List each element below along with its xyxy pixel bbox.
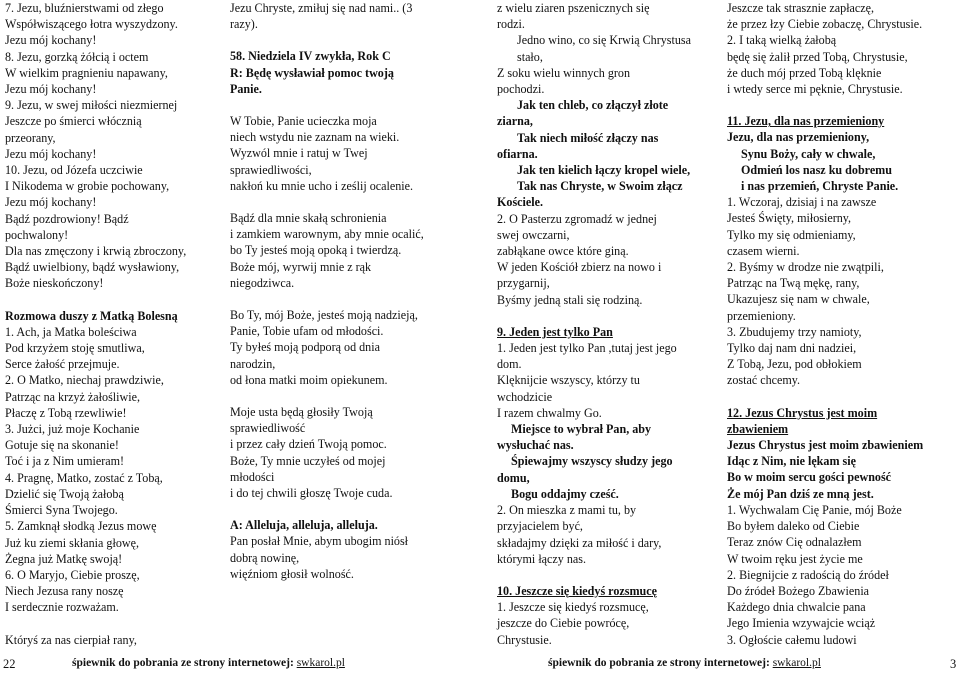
- song-line: Toć i ja z Nim umieram!: [5, 454, 125, 469]
- psalm-line: i zamkiem warownym, aby mnie ocalić,: [230, 227, 424, 242]
- song-line: będę się żalił przed Tobą, Chrystusie,: [727, 49, 908, 64]
- footer-text: śpiewnik do pobrania ze strony internetowej:: [548, 657, 770, 669]
- song-line: 12. Jezus Chrystus jest moim: [727, 405, 878, 420]
- psalm-line: młodości: [230, 469, 275, 484]
- song-line: Bądź uwielbiony, bądź wysławiony,: [5, 260, 180, 275]
- song-text-block: [230, 0, 460, 32]
- psalm-line: W Tobie, Panie ucieczka moja: [230, 114, 377, 129]
- song-line: 2. Biegnijcie z radością do źródeł: [727, 567, 889, 582]
- song-line: I serdecznie rozważam.: [5, 600, 119, 615]
- song-heading: Rozmowa duszy z Matką Bolesną: [5, 308, 178, 323]
- song-line: Chrystusie.: [497, 632, 552, 647]
- psalm-line: Ty byłeś moją podporą od dnia: [230, 340, 380, 355]
- song-line: W wielkim pragnieniu napawany,: [5, 65, 168, 80]
- psalm-line: Bądź dla mnie skałą schronienia: [230, 211, 387, 226]
- song-line: W jeden Kościół zbierz na nowo i: [497, 260, 662, 275]
- song-line: Jezu mój kochany!: [5, 33, 97, 48]
- song-line: Pod krzyżem stoję smutliwa,: [5, 341, 145, 356]
- footer-right: [548, 657, 821, 669]
- song-text-block: [497, 340, 722, 421]
- column-2: [230, 0, 460, 582]
- song-line: 3. Jużci, już moje Kochanie: [5, 422, 140, 437]
- song-line: z wielu ziaren pszenicznych się: [497, 1, 650, 15]
- song-line: przygarnij,: [497, 276, 550, 291]
- song-line: Jedno wino, co się Krwią Chrystusa: [517, 33, 691, 48]
- song-line: Że mój Pan dziś ze mną jest.: [727, 486, 874, 501]
- song-line: że przez łzy Ciebie zobaczę, Chrystusie.: [727, 17, 923, 32]
- psalm-line: Bo Ty, mój Boże, jesteś moją nadzieją,: [230, 308, 418, 323]
- song-line: czasem wierni.: [727, 243, 800, 258]
- song-line: zostać chcemy.: [727, 373, 801, 388]
- song-line: Jezus Chrystus jest moim zbawieniem: [727, 438, 924, 453]
- song-line: Tylko daj nam dni nadziei,: [727, 341, 857, 356]
- song-line: Niech Jezusa rany noszę: [5, 584, 124, 599]
- psalm-line: od łona matki moim opiekunem.: [230, 372, 388, 387]
- song-line: 8. Jezu, gorzką żółcią i octem: [5, 49, 149, 64]
- song-line: Jak ten kielich łączy kropel wiele,: [517, 163, 691, 178]
- song-text-block: [5, 324, 215, 616]
- psalm-line: bo Ty jesteś moją opoką i twierdzą.: [230, 243, 402, 258]
- psalm-line: sprawiedliwość: [230, 421, 306, 436]
- song-line: 1. Wychwalam Cię Panie, mój Boże: [727, 502, 902, 517]
- song-line: którymi łączy nas.: [497, 551, 586, 566]
- song-line: 7. Jezu, bluźnierstwami od złego: [5, 1, 164, 15]
- song-line: i wtedy serce mi pęknie, Chrystusie.: [727, 82, 903, 97]
- song-line: pochwalony!: [5, 227, 69, 242]
- song-line: 9. Jezu, w swej miłości niezmiernej: [5, 98, 178, 113]
- page-number-right: 3: [950, 657, 957, 671]
- song-line: Jeszcze tak strasznie zapłaczę,: [727, 1, 875, 15]
- song-line: Miejsce to wybrał Pan, aby: [511, 422, 652, 437]
- song-heading: [727, 405, 957, 437]
- song-line: 6. O Maryjo, Ciebie proszę,: [5, 567, 140, 582]
- song-line: 3. Ogłoście całemu ludowi: [727, 632, 857, 647]
- song-line: zabłąkane owce które giną.: [497, 244, 629, 259]
- song-line: Tak niech miłość złączy nas: [517, 130, 659, 145]
- song-line: Jezu mój kochany!: [5, 146, 97, 161]
- song-line: więźniom głosił wolność.: [230, 566, 354, 581]
- acclamation-heading: A: Alleluja, alleluja, alleluja.: [230, 518, 378, 533]
- song-line: Bo w moim sercu gości pewność: [727, 470, 892, 485]
- song-line: Kościele.: [497, 195, 544, 210]
- song-line: ofiarna.: [497, 146, 538, 161]
- column-1: [5, 0, 215, 648]
- song-line: swej owczarni,: [497, 227, 570, 242]
- song-line: Idąc z Nim, nie lękam się: [727, 454, 856, 469]
- song-line: Patrząc na Twą mękę, rany,: [727, 276, 860, 291]
- song-text-block: [727, 194, 957, 388]
- song-line: 4. Pragnę, Matko, zostać z Tobą,: [5, 470, 163, 485]
- footer-link[interactable]: swkarol.pl: [772, 657, 821, 669]
- song-line: wchodzicie: [497, 389, 553, 404]
- song-line: Dla nas zmęczony i krwią zbroczony,: [5, 244, 187, 259]
- psalm-line: niegodziwca.: [230, 275, 295, 290]
- song-line: 2. Byśmy w drodze nie zwątpili,: [727, 260, 884, 275]
- song-line: Bogu oddajmy cześć.: [511, 486, 619, 501]
- song-line: Współwiszącego łotra wyszydzony.: [5, 17, 178, 32]
- song-line: 1. Jeszcze się kiedyś rozsmucę,: [497, 600, 649, 615]
- song-line: dom.: [497, 357, 522, 372]
- song-text-block: [497, 211, 722, 308]
- song-line: Śpiewajmy wszyscy słudzy jego: [511, 454, 673, 469]
- song-line: 1. Jeden jest tylko Pan ,tutaj jest jego: [497, 341, 677, 356]
- psalm-line: narodzin,: [230, 356, 276, 371]
- song-line: Jezu Chryste, zmiłuj się nad nami.. (3: [230, 1, 413, 15]
- psalm-line: Wyzwól mnie i ratuj w Twej: [230, 146, 368, 161]
- song-line: Każdego dnia chwalcie pana: [727, 600, 866, 615]
- song-line: Jezu, dla nas przemieniony,: [727, 130, 870, 145]
- song-line: Gotuje się na skonanie!: [5, 438, 119, 453]
- song-line: wysłuchać nas.: [497, 438, 574, 453]
- song-line: Ukazujesz się nam w chwale,: [727, 292, 870, 307]
- psalm-line: niech wstydu nie zaznam na wieki.: [230, 130, 400, 145]
- song-line: Któryś za nas cierpiał rany,: [5, 632, 137, 647]
- song-line: Bądź pozdrowiony! Bądź: [5, 211, 129, 226]
- song-line: 5. Zamknął słodką Jezus mowę: [5, 519, 157, 534]
- footer-link[interactable]: swkarol.pl: [296, 657, 345, 669]
- song-line: Jego Imienia wzywajcie wciąż: [727, 616, 876, 631]
- song-text-block: [497, 599, 722, 648]
- song-line: W twoim ręku jest życie me: [727, 551, 863, 566]
- song-line: Śmierci Syna Twojego.: [5, 503, 118, 518]
- song-line: Z Tobą, Jezu, pod obłokiem: [727, 357, 862, 372]
- song-line: Jezu mój kochany!: [5, 195, 97, 210]
- song-text-block: [5, 0, 215, 292]
- song-heading: 11. Jezu, dla nas przemieniony: [727, 114, 885, 129]
- song-line: jeszcze do Ciebie powrócę,: [497, 616, 630, 631]
- song-line: 2. I taką wielką żałobą: [727, 33, 837, 48]
- song-line: Panie.: [230, 81, 262, 96]
- song-line: I razem chwalmy Go.: [497, 405, 602, 420]
- footer-left: [72, 657, 345, 669]
- song-line: Patrząc na krzyż żałośliwie,: [5, 389, 140, 404]
- psalm-stanzas: [230, 97, 460, 501]
- song-line: 2. On mieszka z mami tu, by: [497, 503, 637, 518]
- song-line: Jesteś Święty, miłosierny,: [727, 211, 852, 226]
- song-line: przeorany,: [5, 130, 56, 145]
- song-line: Boże nieskończony!: [5, 276, 104, 291]
- song-line: Dzielić się Twoją żałobą: [5, 486, 124, 501]
- song-line: R: Będę wysławiał pomoc twoją: [230, 65, 394, 80]
- song-line: Synu Boży, cały w chwale,: [741, 146, 876, 161]
- song-line: domu,: [497, 470, 530, 485]
- song-line: dobrą nowinę,: [230, 550, 300, 565]
- song-line: I Nikodema w grobie pochowany,: [5, 179, 170, 194]
- psalm-line: Panie, Tobie ufam od młodości.: [230, 324, 384, 339]
- psalm-line: i do tej chwili głoszę Twoje cuda.: [230, 486, 393, 501]
- song-line: Pan posłał Mnie, abym ubogim niósł: [230, 534, 409, 549]
- song-line: że duch mój przed Tobą klęknie: [727, 65, 882, 80]
- song-line: Jezu mój kochany!: [5, 82, 97, 97]
- psalm-line: i przez cały dzień Twoją pomoc.: [230, 437, 387, 452]
- song-line: 10. Jezu, od Józefa uczciwie: [5, 163, 143, 178]
- page-number-left: 22: [3, 657, 16, 671]
- song-heading: 9. Jeden jest tylko Pan: [497, 324, 613, 339]
- song-line: przemieniony.: [727, 308, 796, 323]
- song-line: zbawieniem: [727, 421, 789, 436]
- song-refrain: [497, 97, 722, 210]
- song-line: ziarna,: [497, 114, 533, 129]
- song-text-block: [497, 502, 722, 567]
- song-line: Płaczę z Tobą rzewliwie!: [5, 405, 127, 420]
- song-line: razy).: [230, 17, 258, 32]
- song-line: składajmy dzięki za miłość i dary,: [497, 535, 662, 550]
- song-line: Klęknijcie wszyscy, którzy tu: [497, 373, 640, 388]
- song-line: Jeszcze po śmierci włócznią: [5, 114, 142, 129]
- footer-text: śpiewnik do pobrania ze strony internetowej:: [72, 657, 294, 669]
- song-refrain: [727, 437, 957, 502]
- psalm-line: Moje usta będą głosiły Twoją: [230, 405, 373, 420]
- song-line: Teraz znów Cię odnalazłem: [727, 535, 862, 550]
- song-line: 3. Zbudujemy trzy namioty,: [727, 324, 862, 339]
- column-3: [497, 0, 722, 648]
- song-line: Jak ten chleb, co złączył złote: [517, 98, 669, 113]
- song-line: Bo byłem daleko od Ciebie: [727, 519, 860, 534]
- psalm-line: Boże, Ty mnie uczyłeś od mojej: [230, 453, 386, 468]
- song-line: Tylko my się odmieniamy,: [727, 227, 856, 242]
- song-text-block: [727, 502, 957, 648]
- psalm-line: Boże mój, wyrwij mnie z rąk: [230, 259, 372, 274]
- song-line: i nas przemień, Chryste Panie.: [741, 179, 899, 194]
- song-line: rodzi.: [497, 17, 525, 32]
- song-line: Tak nas Chryste, w Swoim złącz: [517, 179, 683, 194]
- song-text-block: [727, 0, 957, 97]
- song-line: Byśmy jedną stali się rodziną.: [497, 292, 643, 307]
- song-line: 58. Niedziela IV zwykła, Rok C: [230, 49, 391, 64]
- song-heading: [230, 48, 460, 97]
- song-refrain: [727, 129, 957, 194]
- song-line: Serce żałość przejmuje.: [5, 357, 120, 372]
- song-heading: 10. Jeszcze się kiedyś rozsmucę: [497, 583, 657, 598]
- psalm-line: nakłoń ku mnie ucho i ześlij ocalenie.: [230, 178, 414, 193]
- song-line: 2. O Matko, niechaj prawdziwie,: [5, 373, 164, 388]
- song-text-block: [497, 0, 722, 97]
- song-text-block: [230, 533, 460, 582]
- psalm-line: sprawiedliwości,: [230, 162, 312, 177]
- song-line: Do źródeł Bożego Zbawienia: [727, 583, 870, 598]
- column-4: [727, 0, 957, 648]
- song-line: Z soku wielu winnych gron: [497, 65, 631, 80]
- song-line: Już ku ziemi skłania głowę,: [5, 535, 140, 550]
- song-line: 1. Wczoraj, dzisiaj i na zawsze: [727, 195, 877, 210]
- song-line: stało,: [517, 49, 543, 64]
- song-line: Żegna już Matkę swoją!: [5, 551, 123, 566]
- song-refrain: [497, 421, 722, 502]
- song-line: Odmień los nasz ku dobremu: [741, 162, 892, 177]
- song-line: przyjacielem być,: [497, 519, 583, 534]
- song-line: pochodzi.: [497, 82, 545, 97]
- song-line: 2. O Pasterzu zgromadź w jednej: [497, 211, 657, 226]
- song-line: 1. Ach, ja Matka boleściwa: [5, 324, 137, 339]
